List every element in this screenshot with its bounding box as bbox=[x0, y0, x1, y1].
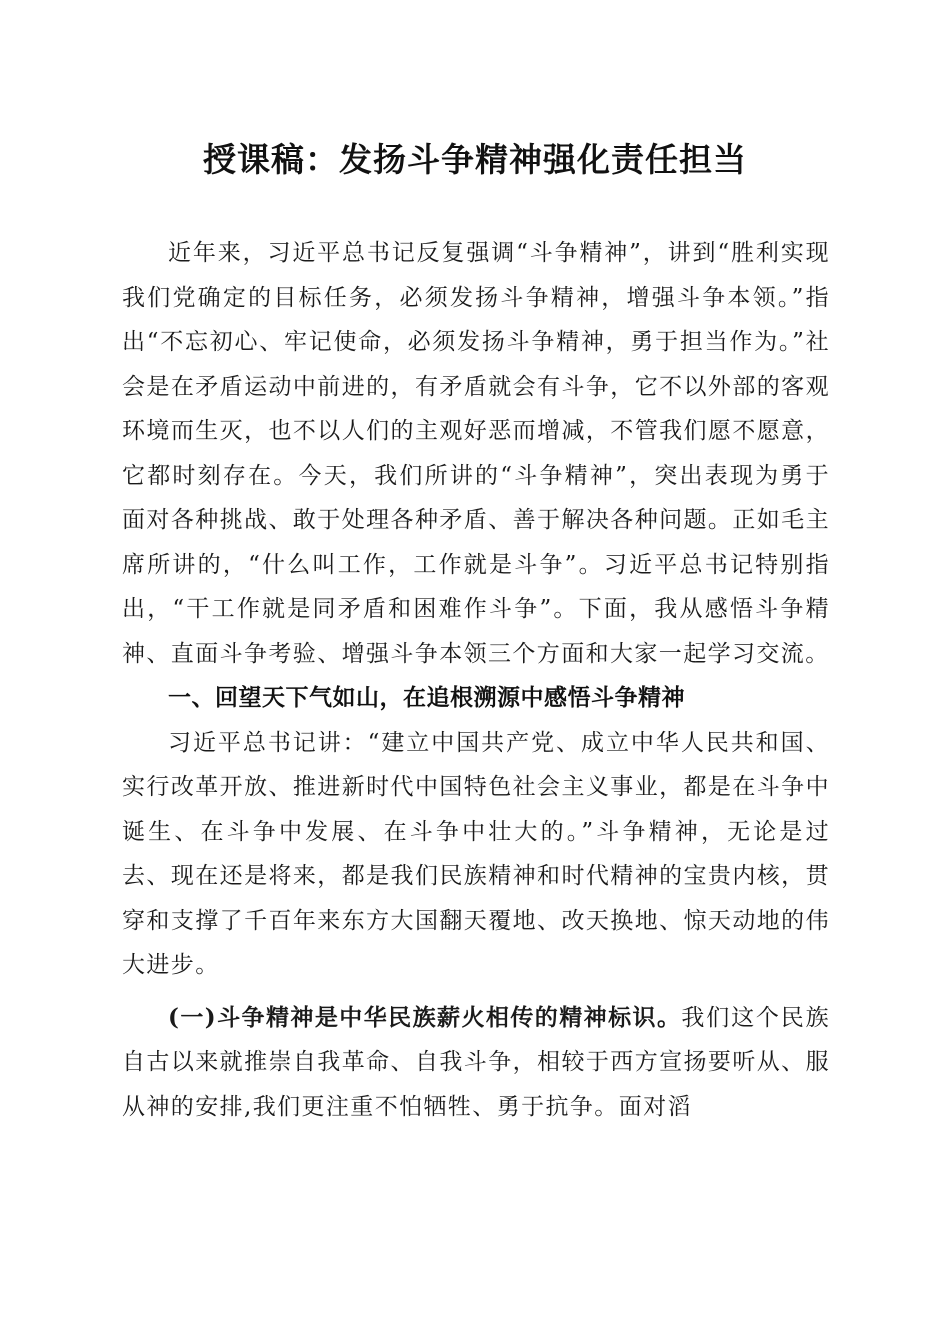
subsection-1-lead: (一)斗争精神是中华民族薪火相传的精神标识。 bbox=[168, 1003, 682, 1031]
intro-paragraph: 近年来，习近平总书记反复强调“斗争精神”，讲到“胜利实现我们党确定的目标任务，必须发扬斗争精神，增强斗争本领。”指出“不忘初心、牢记使命，必须发扬斗争精神，勇于担当作为。”社会是在矛盾运动中前进的，有矛盾就会有斗争，它不以外部的客观环境而生灭，也不以人们的主观好恶而增减，不管我们愿不愿意，它都时刻存在。今天，我们所讲的“斗争精神”，突出表现为勇于面对各种挑战、敢于处理各种矛盾、善于解决各种问题。正如毛主席所讲的，“什么叫工作，工作就是斗争”。习近平总书记特别指出，“干工作就是同矛盾和困难作斗争”。下面，我从感悟斗争精神、直面斗争考验、增强斗争本领三个方面和大家一起学习交流。 bbox=[122, 240, 830, 667]
section-heading-1: 一、回望天下气如山，在追根溯源中感悟斗争精神 bbox=[168, 685, 685, 711]
document-title: 授课稿：发扬斗争精神强化责任担当 bbox=[203, 140, 747, 179]
section-1-paragraph: 习近平总书记讲：“建立中国共产党、成立中华人民共和国、实行改革开放、推进新时代中国特色社会主义事业，都是在斗争中诞生、在斗争中发展、在斗争中壮大的。”斗争精神，无论是过去、现在还是将来，都是我们民族精神和时代精神的宝贵内核，贯穿和支撑了千百年来东方大国翻天覆地、改天换地、惊天动地的伟大进步。 bbox=[122, 729, 830, 978]
subsection-1-text: 我们这个民族自古以来就推崇自我革命、自我斗争，相较于西方宣扬要听从、服从神的安排,我们更注重不怕牺牲、勇于抗争。面对滔 bbox=[122, 1004, 830, 1120]
subsection-1-paragraph bbox=[122, 996, 830, 1130]
document-body bbox=[122, 231, 830, 1129]
